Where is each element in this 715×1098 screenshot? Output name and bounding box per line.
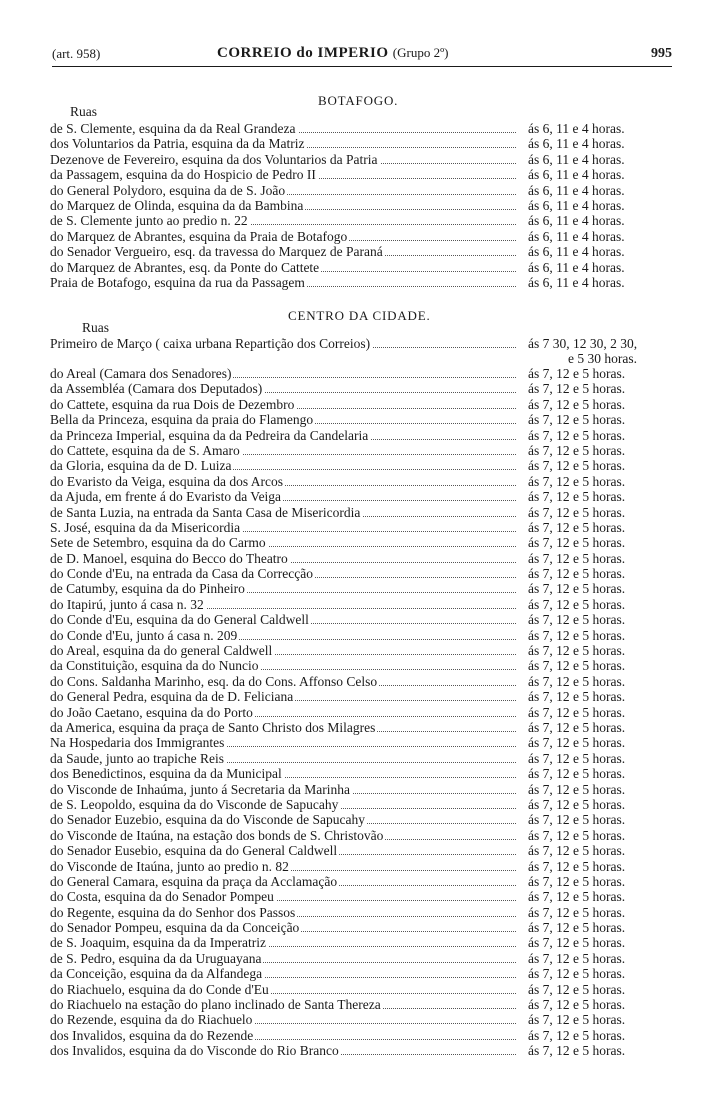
list-item xyxy=(50,229,680,244)
place-name: do Conde d'Eu, esquina da do General Caldwell xyxy=(50,612,520,627)
list-item xyxy=(50,812,680,827)
place-name: do Areal (Camara dos Senadores) xyxy=(50,366,520,381)
collection-hours: ás 7, 12 e 5 horas. xyxy=(528,442,626,458)
list-item xyxy=(50,551,680,566)
list-item xyxy=(50,782,680,797)
collection-hours: ás 7, 12 e 5 horas. xyxy=(528,596,626,612)
place-name: do Conde d'Eu, junto á casa n. 209 xyxy=(50,628,520,643)
list-item xyxy=(50,720,680,735)
list-item xyxy=(50,397,680,412)
centro-list xyxy=(50,366,680,1059)
list-item xyxy=(50,458,680,473)
place-name: do Costa, esquina da do Senador Pompeu xyxy=(50,889,520,904)
place-name: do Areal, esquina da do general Caldwell xyxy=(50,643,520,658)
collection-hours: ás 6, 11 e 4 horas. xyxy=(528,228,625,244)
list-item xyxy=(50,674,680,689)
collection-hours: ás 7, 12 e 5 horas. xyxy=(528,412,626,428)
list-item xyxy=(50,889,680,904)
list-item xyxy=(50,1028,680,1043)
place-name: do General Camara, esquina da praça da Acclamação xyxy=(50,874,520,889)
list-item xyxy=(50,566,680,581)
collection-hours: ás 7, 12 e 5 horas. xyxy=(528,966,626,982)
list-item xyxy=(50,1043,680,1058)
place-name: da Constituição, esquina da do Nuncio xyxy=(50,658,520,673)
collection-hours: ás 7, 12 e 5 horas. xyxy=(528,904,626,920)
collection-hours: ás 7, 12 e 5 horas. xyxy=(528,781,626,797)
place-name: do Senador Pompeu, esquina da da Conceição xyxy=(50,920,520,935)
collection-hours: ás 7, 12 e 5 horas. xyxy=(528,643,626,659)
place-name: Dezenove de Fevereiro, esquina da dos Voluntarios da Patria xyxy=(50,152,520,167)
collection-hours: ás 6, 11 e 4 horas. xyxy=(528,136,625,152)
list-item xyxy=(50,505,680,520)
collection-hours: ás 7, 12 e 5 horas. xyxy=(528,550,626,566)
list-item xyxy=(50,843,680,858)
place-name: do Riachuelo na estação do plano inclinado de Santa Thereza xyxy=(50,997,520,1012)
list-item xyxy=(50,874,680,889)
place-name: do Visconde de Itaúna, junto ao predio n. 82 xyxy=(50,859,520,874)
collection-hours: ás 6, 11 e 4 horas. xyxy=(528,259,625,275)
place-name: do João Caetano, esquina da do Porto xyxy=(50,705,520,720)
place-name: do Cattete, esquina da de S. Amaro xyxy=(50,443,520,458)
collection-hours: ás 7, 12 e 5 horas. xyxy=(528,581,626,597)
collection-hours-continued: e 5 30 horas. xyxy=(568,351,637,367)
collection-hours: ás 7, 12 e 5 horas. xyxy=(528,673,626,689)
list-item xyxy=(50,597,680,612)
page-number: 995 xyxy=(651,46,672,61)
subheading-ruas-centro: Ruas xyxy=(82,320,109,335)
list-item xyxy=(50,658,680,673)
place-name: do Marquez de Abrantes, esquina da Praia de Botafogo xyxy=(50,229,520,244)
list-item xyxy=(50,183,680,198)
collection-hours: ás 7, 12 e 5 horas. xyxy=(528,843,626,859)
list-item xyxy=(50,735,680,750)
place-name: do Rezende, esquina da do Riachuelo xyxy=(50,1012,520,1027)
collection-hours: ás 7, 12 e 5 horas. xyxy=(528,458,626,474)
section-title-botafogo: BOTAFOGO. xyxy=(318,93,399,108)
list-item xyxy=(50,935,680,950)
place-name: do Conde d'Eu, na entrada da Casa da Correcção xyxy=(50,566,520,581)
collection-hours: ás 7, 12 e 5 horas. xyxy=(528,1043,626,1059)
place-name: Na Hospedaria dos Immigrantes xyxy=(50,735,520,750)
list-item xyxy=(50,213,680,228)
collection-hours: ás 6, 11 e 4 horas. xyxy=(528,244,625,260)
botafogo-list xyxy=(50,121,680,290)
place-name: do Senador Euzebio, esquina da do Visconde de Sapucahy xyxy=(50,812,520,827)
list-item xyxy=(50,751,680,766)
running-title-main: CORREIO do IMPERIO xyxy=(217,45,389,61)
list-item xyxy=(50,966,680,981)
list-item xyxy=(50,1012,680,1027)
place-name: de S. Pedro, esquina da da Uruguayana xyxy=(50,951,520,966)
collection-hours: ás 7, 12 e 5 horas. xyxy=(528,981,626,997)
place-name: de S. Leopoldo, esquina da do Visconde de Sapucahy xyxy=(50,797,520,812)
collection-hours: ás 7, 12 e 5 horas. xyxy=(528,719,626,735)
list-item xyxy=(50,366,680,381)
collection-hours: ás 6, 11 e 4 horas. xyxy=(528,167,625,183)
list-item xyxy=(50,982,680,997)
list-item xyxy=(50,136,680,151)
place-name: S. José, esquina da da Misericordia xyxy=(50,520,520,535)
collection-hours: ás 7, 12 e 5 horas. xyxy=(528,519,626,535)
place-name: do Visconde de Itaúna, na estação dos bonds de S. Christovão xyxy=(50,828,520,843)
collection-hours: ás 7, 12 e 5 horas. xyxy=(528,920,626,936)
list-item-continuation xyxy=(50,351,680,366)
list-item xyxy=(50,828,680,843)
section-title-centro: CENTRO DA CIDADE. xyxy=(288,308,431,323)
place-name: do Senador Eusebio, esquina da do General Caldwell xyxy=(50,843,520,858)
collection-hours: ás 7, 12 e 5 horas. xyxy=(528,535,626,551)
place-name: de Santa Luzia, na entrada da Santa Casa de Misericordia xyxy=(50,505,520,520)
list-item xyxy=(50,244,680,259)
collection-hours: ás 7, 12 e 5 horas. xyxy=(528,873,626,889)
list-item xyxy=(50,997,680,1012)
place-name: da Assembléa (Camara dos Deputados) xyxy=(50,381,520,396)
running-title xyxy=(217,45,448,62)
list-item xyxy=(50,581,680,596)
place-name: de S. Clemente junto ao predio n. 22 xyxy=(50,213,520,228)
place-name: da Ajuda, em frente á do Evaristo da Veiga xyxy=(50,489,520,504)
place-name: do Visconde de Inhaúma, junto á Secretaria da Marinha xyxy=(50,782,520,797)
collection-hours: ás 7, 12 e 5 horas. xyxy=(528,812,626,828)
place-name: dos Voluntarios da Patria, esquina da da Matriz xyxy=(50,136,520,151)
place-name: do Itapirú, junto á casa n. 32 xyxy=(50,597,520,612)
list-item xyxy=(50,628,680,643)
collection-hours: ás 7, 12 e 5 horas. xyxy=(528,858,626,874)
collection-hours: ás 7, 12 e 5 horas. xyxy=(528,381,626,397)
list-item xyxy=(50,474,680,489)
collection-hours: ás 7, 12 e 5 horas. xyxy=(528,750,626,766)
list-item xyxy=(50,121,680,136)
place-name: da Saude, junto ao trapiche Reis xyxy=(50,751,520,766)
collection-hours: ás 7, 12 e 5 horas. xyxy=(528,1027,626,1043)
place-name: do Senador Vergueiro, esq. da travessa do Marquez de Paraná xyxy=(50,244,520,259)
place-name: do Regente, esquina da do Senhor dos Passos xyxy=(50,905,520,920)
collection-hours: ás 7, 12 e 5 horas. xyxy=(528,704,626,720)
list-item xyxy=(50,443,680,458)
list-item xyxy=(50,797,680,812)
collection-hours: ás 7, 12 e 5 horas. xyxy=(528,1012,626,1028)
list-item xyxy=(50,198,680,213)
list-item xyxy=(50,275,680,290)
collection-hours: ás 7, 12 e 5 horas. xyxy=(528,627,626,643)
collection-hours: ás 6, 11 e 4 horas. xyxy=(528,213,625,229)
place-name: dos Invalidos, esquina da do Rezende xyxy=(50,1028,520,1043)
list-item xyxy=(50,381,680,396)
list-item xyxy=(50,260,680,275)
place-name: de D. Manoel, esquina do Becco do Theatro xyxy=(50,551,520,566)
place-name: do General Polydoro, esquina da de S. João xyxy=(50,183,520,198)
list-item xyxy=(50,520,680,535)
list-item xyxy=(50,920,680,935)
collection-hours: ás 7, 12 e 5 horas. xyxy=(528,796,626,812)
place-name: do Marquez de Olinda, esquina da da Bambina xyxy=(50,198,520,213)
place-name: da Conceição, esquina da da Alfandega xyxy=(50,966,520,981)
collection-hours: ás 7, 12 e 5 horas. xyxy=(528,689,626,705)
place-name: da Passagem, esquina da do Hospicio de Pedro II xyxy=(50,167,520,182)
place-name: do Riachuelo, esquina da do Conde d'Eu xyxy=(50,982,520,997)
collection-hours: ás 6, 11 e 4 horas. xyxy=(528,182,625,198)
collection-hours: ás 7, 12 e 5 horas. xyxy=(528,889,626,905)
list-item xyxy=(50,336,680,351)
list-item xyxy=(50,612,680,627)
place-name: do Evaristo da Veiga, esquina da dos Arcos xyxy=(50,474,520,489)
list-item xyxy=(50,689,680,704)
collection-hours: ás 6, 11 e 4 horas. xyxy=(528,197,625,213)
collection-hours: ás 7, 12 e 5 horas. xyxy=(528,504,626,520)
list-item xyxy=(50,905,680,920)
running-title-group: (Grupo 2º) xyxy=(392,45,449,60)
article-reference: (art. 958) xyxy=(52,46,101,61)
collection-hours: ás 6, 11 e 4 horas. xyxy=(528,274,625,290)
list-item xyxy=(50,643,680,658)
collection-hours: ás 7, 12 e 5 horas. xyxy=(528,950,626,966)
place-name: da Princeza Imperial, esquina da da Pedreira da Candelaria xyxy=(50,428,520,443)
collection-hours: ás 7, 12 e 5 horas. xyxy=(528,935,626,951)
list-item xyxy=(50,951,680,966)
place-name: Primeiro de Março ( caixa urbana Repartição dos Correios) xyxy=(50,336,520,351)
collection-hours: ás 7, 12 e 5 horas. xyxy=(528,366,626,381)
collection-hours: ás 7, 12 e 5 horas. xyxy=(528,489,626,505)
place-name: da America, esquina da praça de Santo Christo dos Milagres xyxy=(50,720,520,735)
collection-hours: ás 7, 12 e 5 horas. xyxy=(528,566,626,582)
list-item xyxy=(50,705,680,720)
collection-hours: ás 7, 12 e 5 horas. xyxy=(528,427,626,443)
place-name: da Gloria, esquina da de D. Luiza xyxy=(50,458,520,473)
collection-hours: ás 7 30, 12 30, 2 30, xyxy=(528,336,638,351)
place-name: Praia de Botafogo, esquina da rua da Passagem xyxy=(50,275,520,290)
collection-hours: ás 7, 12 e 5 horas. xyxy=(528,766,626,782)
collection-hours: ás 7, 12 e 5 horas. xyxy=(528,658,626,674)
page-header xyxy=(52,44,672,67)
list-item xyxy=(50,428,680,443)
collection-hours: ás 7, 12 e 5 horas. xyxy=(528,473,626,489)
place-name: do Cons. Saldanha Marinho, esq. da do Cons. Affonso Celso xyxy=(50,674,520,689)
place-name: dos Invalidos, esquina da do Visconde do Rio Branco xyxy=(50,1043,520,1058)
list-item xyxy=(50,167,680,182)
collection-hours: ás 6, 11 e 4 horas. xyxy=(528,151,625,167)
place-name: de S. Joaquim, esquina da da Imperatriz xyxy=(50,935,520,950)
list-item xyxy=(50,766,680,781)
place-name: do General Pedra, esquina da de D. Feliciana xyxy=(50,689,520,704)
list-item xyxy=(50,535,680,550)
list-item xyxy=(50,859,680,874)
list-item xyxy=(50,152,680,167)
collection-hours: ás 7, 12 e 5 horas. xyxy=(528,396,626,412)
place-name: de Catumby, esquina da do Pinheiro xyxy=(50,581,520,596)
collection-hours: ás 7, 12 e 5 horas. xyxy=(528,612,626,628)
list-item xyxy=(50,489,680,504)
place-name: do Cattete, esquina da rua Dois de Dezembro xyxy=(50,397,520,412)
collection-hours: ás 6, 11 e 4 horas. xyxy=(528,121,625,136)
place-name: dos Benedictinos, esquina da da Municipal xyxy=(50,766,520,781)
subheading-ruas-botafogo: Ruas xyxy=(70,104,97,119)
collection-hours: ás 7, 12 e 5 horas. xyxy=(528,997,626,1013)
place-name: do Marquez de Abrantes, esq. da Ponte do Cattete xyxy=(50,260,520,275)
place-name: Sete de Setembro, esquina da do Carmo xyxy=(50,535,520,550)
list-item xyxy=(50,412,680,427)
collection-hours: ás 7, 12 e 5 horas. xyxy=(528,827,626,843)
place-name: Bella da Princeza, esquina da praia do Flamengo xyxy=(50,412,520,427)
centro-first-entry xyxy=(50,336,680,367)
place-name: de S. Clemente, esquina da da Real Grandeza xyxy=(50,121,520,136)
collection-hours: ás 7, 12 e 5 horas. xyxy=(528,735,626,751)
